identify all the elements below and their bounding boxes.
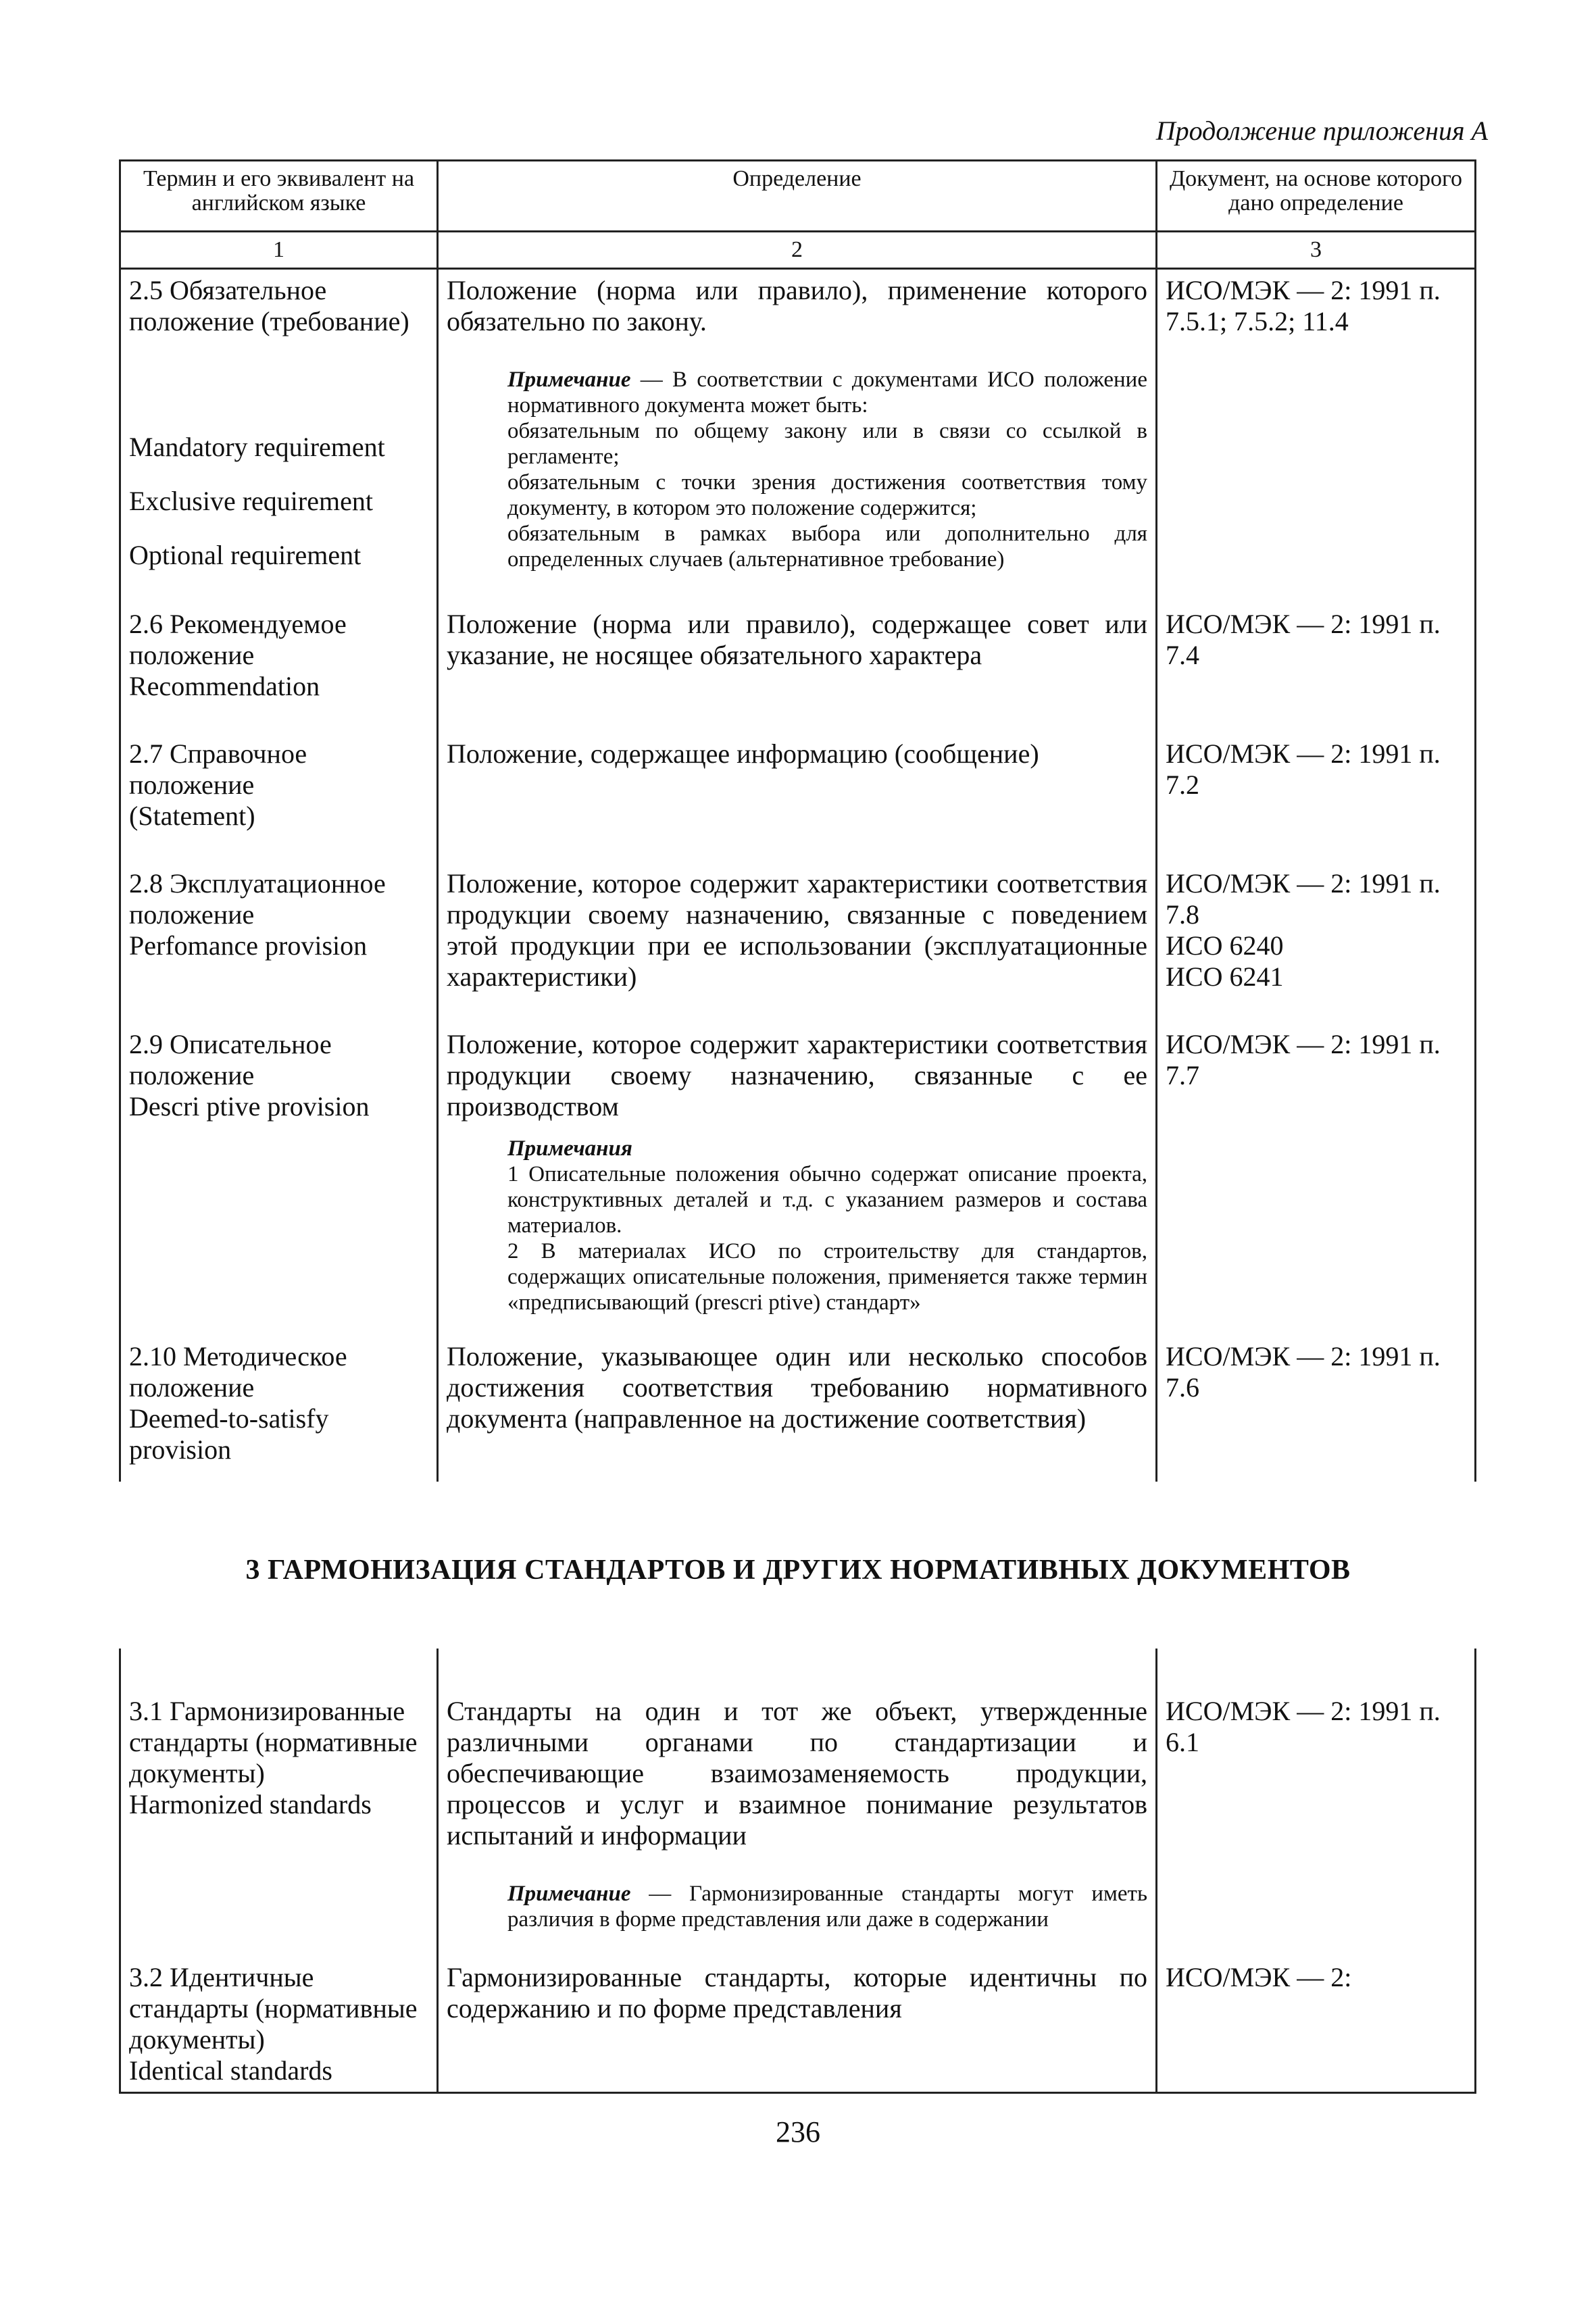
term-en: Mandatory requirement: [129, 432, 385, 462]
terms-table: [119, 159, 1476, 1482]
term-cell: [120, 578, 438, 707]
definition-text: Положение, которое содержит характеристики соответствия продукции своему назначению, связанные с ее производством: [447, 1029, 1147, 1122]
document-ref: ИСО 6240: [1166, 930, 1284, 961]
table-row: [120, 578, 1476, 707]
table-header-row: [120, 161, 1476, 232]
document-cell: [1157, 837, 1476, 998]
table-row: [120, 837, 1476, 998]
table-row: [120, 269, 1476, 578]
table-row: [120, 998, 1476, 1321]
note-text: — В соответствии с документами ИСО положение нормативного документа может быть:: [507, 368, 1147, 418]
term-cell: [120, 707, 438, 837]
document-cell: ИСО/МЭК — 2:: [1157, 1938, 1476, 2093]
term-ru: 2.5 Обязательное положение (требование): [129, 275, 409, 336]
document-cell: ИСО/МЭК — 2: 1991 п. 7.2: [1157, 707, 1476, 837]
term-ru: 2.6 Рекомендуемое положение: [129, 609, 347, 670]
note-text: — Гармонизированные стандарты могут иметь различия в форме представления или даже в содержании: [507, 1882, 1147, 1932]
col-num-2: 2: [438, 232, 1157, 269]
note-label: Примечание: [507, 1882, 631, 1906]
col-num-3: 3: [1157, 232, 1476, 269]
definition-cell: Положение, содержащее информацию (сообщение): [438, 707, 1157, 837]
term-cell: [120, 1649, 438, 1938]
term-en: Descri ptive provision: [129, 1091, 370, 1122]
definition-cell: Положение, указывающее один или несколько способов достижения соответствия требованию нормативного документа (направленное на достижение соответствия): [438, 1321, 1157, 1482]
term-ru: 2.7 Справочное положение: [129, 738, 307, 800]
note: [447, 1136, 1147, 1315]
column-numbers-row: [120, 232, 1476, 269]
term-en: (Statement): [129, 801, 255, 831]
table-row: [120, 1321, 1476, 1482]
terms-table-section-3: [119, 1649, 1476, 2094]
term-ru: 2.8 Эксплуатационное положение: [129, 868, 386, 930]
term-en: Optional requirement: [129, 540, 361, 570]
term-cell: [120, 1938, 438, 2093]
term-en: Harmonized standards: [129, 1789, 372, 1819]
continuation-label: Продолжение приложения А: [1155, 116, 1488, 146]
note-item: 1 Описательные положения обычно содержат описание проекта, конструктивных деталей и т.д. с указанием размеров и состава материалов.: [507, 1162, 1147, 1238]
table-row: [120, 1938, 1476, 2093]
term-ru: 2.9 Описательное положение: [129, 1029, 332, 1090]
header-term: Термин и его эквивалент на английском языке: [120, 161, 438, 232]
definition-cell: Положение, которое содержит характеристики соответствия продукции своему назначению, связанные с поведением этой продукции при ее использовании (эксплуатационные характеристики): [438, 837, 1157, 998]
definition-cell: [438, 1649, 1157, 1938]
table-row: [120, 707, 1476, 837]
document-cell: ИСО/МЭК — 2: 1991 п. 7.7: [1157, 998, 1476, 1321]
note-item: обязательным с точки зрения достижения соответствия тому документу, в котором это положение содержится;: [507, 470, 1147, 520]
term-en: Exclusive requirement: [129, 486, 373, 516]
definition-text: Стандарты на один и тот же объект, утвержденные различными органами по стандартизации и обеспечивающие взаимозаменяемость продукции, процессов и услуг и взаимное понимание результатов испытаний и информации: [447, 1696, 1147, 1851]
definition-cell: [438, 998, 1157, 1321]
header-document: Документ, на основе которого дано определение: [1157, 161, 1476, 232]
col-num-1: 1: [120, 232, 438, 269]
note: [447, 367, 1147, 572]
term-ru: 3.1 Гармонизированные стандарты (нормативные документы): [129, 1696, 418, 1788]
header-definition: Определение: [438, 161, 1157, 232]
document-cell: ИСО/МЭК — 2: 1991 п. 6.1: [1157, 1649, 1476, 1938]
term-en: Recommendation: [129, 671, 320, 701]
note-item: 2 В материалах ИСО по строительству для стандартов, содержащих описательные положения, применяется также термин «предписывающий (prescri ptive) стандарт»: [507, 1239, 1147, 1315]
page-number: 236: [776, 2115, 820, 2148]
note: [447, 1881, 1147, 1932]
note-label: Примечания: [507, 1136, 632, 1161]
term-en: Deemed-to-satisfy provision: [129, 1403, 329, 1465]
definition-text: Положение (норма или правило), применение которого обязательно по закону.: [447, 275, 1147, 336]
note-label: Примечание: [507, 368, 631, 392]
document-ref: ИСО 6241: [1166, 961, 1284, 992]
term-cell: [120, 837, 438, 998]
term-cell: [120, 269, 438, 578]
document-cell: ИСО/МЭК — 2: 1991 п. 7.4: [1157, 578, 1476, 707]
term-en: Perfomance provision: [129, 930, 368, 961]
section-title: 3 ГАРМОНИЗАЦИЯ СТАНДАРТОВ И ДРУГИХ НОРМАТИВНЫХ ДОКУМЕНТОВ: [245, 1555, 1351, 1586]
term-cell: [120, 998, 438, 1321]
term-ru: 3.2 Идентичные стандарты (нормативные документы): [129, 1962, 418, 2055]
note-item: обязательным по общему закону или в связи со ссылкой в регламенте;: [507, 419, 1147, 469]
term-ru: 2.10 Методическое положение: [129, 1341, 347, 1403]
document-cell: ИСО/МЭК — 2: 1991 п. 7.6: [1157, 1321, 1476, 1482]
definition-cell: Гармонизированные стандарты, которые идентичны по содержанию и по форме представления: [438, 1938, 1157, 2093]
definition-cell: Положение (норма или правило), содержащее совет или указание, не носящее обязательного характера: [438, 578, 1157, 707]
document-cell: ИСО/МЭК — 2: 1991 п. 7.5.1; 7.5.2; 11.4: [1157, 269, 1476, 578]
term-en: Identical standards: [129, 2055, 332, 2086]
note-item: обязательным в рамках выбора или дополнительно для определенных случаев (альтернативное требование): [507, 522, 1147, 572]
document-ref: ИСО/МЭК — 2: 1991 п. 7.8: [1166, 868, 1441, 930]
definition-cell: [438, 269, 1157, 578]
term-cell: [120, 1321, 438, 1482]
table-row: [120, 1649, 1476, 1938]
